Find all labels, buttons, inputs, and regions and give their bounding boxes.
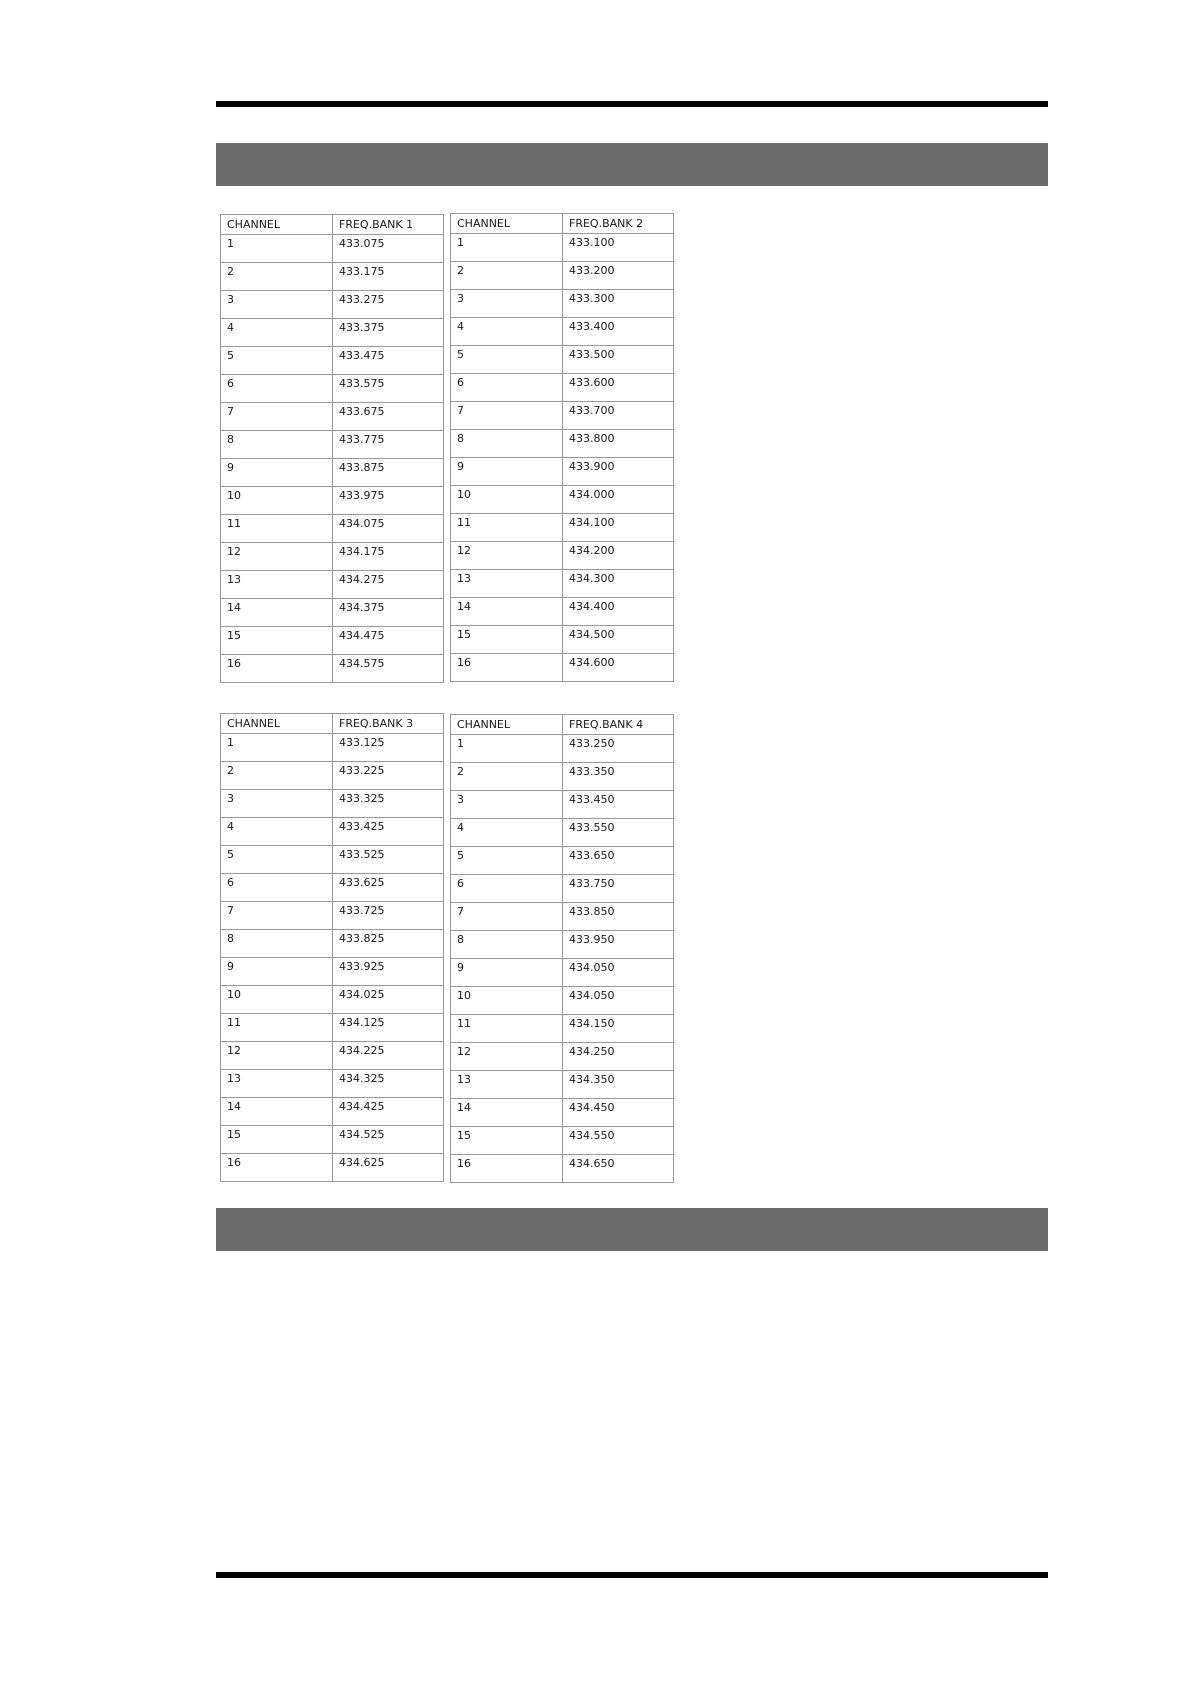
frequency-cell: 434.500 <box>563 626 674 654</box>
channel-cell: 14 <box>451 1099 563 1127</box>
freq-bank-header: FREQ.BANK 2 <box>563 214 674 234</box>
table-row <box>451 1071 674 1099</box>
channel-cell: 5 <box>451 346 563 374</box>
frequency-cell: 433.275 <box>333 291 444 319</box>
channel-cell: 8 <box>451 430 563 458</box>
channel-cell: 3 <box>221 790 333 818</box>
table-row <box>451 763 674 791</box>
freq-bank-3-table <box>220 713 444 1182</box>
channel-cell: 5 <box>221 846 333 874</box>
channel-cell: 12 <box>451 1043 563 1071</box>
table-row <box>451 486 674 514</box>
table-row <box>221 874 444 902</box>
table-row <box>451 290 674 318</box>
channel-cell: 9 <box>221 958 333 986</box>
frequency-cell: 433.825 <box>333 930 444 958</box>
table-row <box>451 458 674 486</box>
table-row <box>451 542 674 570</box>
frequency-cell: 434.000 <box>563 486 674 514</box>
table-row <box>451 819 674 847</box>
channel-cell: 8 <box>451 931 563 959</box>
channel-cell: 10 <box>221 986 333 1014</box>
frequency-cell: 433.475 <box>333 347 444 375</box>
frequency-cell: 434.525 <box>333 1126 444 1154</box>
frequency-cell: 434.125 <box>333 1014 444 1042</box>
table-row <box>221 487 444 515</box>
channel-cell: 2 <box>451 262 563 290</box>
table-row <box>451 791 674 819</box>
table-header-row <box>221 714 444 734</box>
table-row <box>221 263 444 291</box>
frequency-cell: 433.925 <box>333 958 444 986</box>
channel-cell: 9 <box>451 458 563 486</box>
frequency-cell: 433.625 <box>333 874 444 902</box>
channel-cell: 7 <box>221 403 333 431</box>
channel-cell: 1 <box>221 235 333 263</box>
table-row <box>221 902 444 930</box>
channel-cell: 12 <box>451 542 563 570</box>
channel-cell: 3 <box>451 290 563 318</box>
table-row <box>451 626 674 654</box>
frequency-cell: 433.800 <box>563 430 674 458</box>
channel-header: CHANNEL <box>221 714 333 734</box>
frequency-cell: 434.550 <box>563 1127 674 1155</box>
channel-cell: 1 <box>221 734 333 762</box>
channel-cell: 11 <box>221 1014 333 1042</box>
frequency-cell: 434.475 <box>333 627 444 655</box>
frequency-cell: 433.575 <box>333 375 444 403</box>
freq-bank-header: FREQ.BANK 3 <box>333 714 444 734</box>
table-row <box>451 1155 674 1183</box>
channel-cell: 2 <box>221 263 333 291</box>
channel-header: CHANNEL <box>451 715 563 735</box>
table-row <box>221 403 444 431</box>
channel-cell: 15 <box>221 1126 333 1154</box>
freq-bank-header: FREQ.BANK 4 <box>563 715 674 735</box>
channel-cell: 16 <box>451 1155 563 1183</box>
frequency-cell: 434.450 <box>563 1099 674 1127</box>
channel-cell: 13 <box>221 571 333 599</box>
frequency-cell: 433.500 <box>563 346 674 374</box>
table-header-row <box>451 715 674 735</box>
table-row <box>221 1126 444 1154</box>
frequency-cell: 433.300 <box>563 290 674 318</box>
channel-cell: 7 <box>221 902 333 930</box>
channel-cell: 12 <box>221 543 333 571</box>
table-row <box>451 1015 674 1043</box>
table-row <box>221 319 444 347</box>
frequency-cell: 434.375 <box>333 599 444 627</box>
frequency-cell: 433.725 <box>333 902 444 930</box>
freq-bank-2-table <box>450 213 674 682</box>
frequency-cell: 434.300 <box>563 570 674 598</box>
freq-bank-4-table <box>450 714 674 1183</box>
table-row <box>221 1042 444 1070</box>
table-row <box>451 847 674 875</box>
frequency-cell: 433.700 <box>563 402 674 430</box>
frequency-cell: 434.225 <box>333 1042 444 1070</box>
table-row <box>451 570 674 598</box>
frequency-cell: 434.350 <box>563 1071 674 1099</box>
frequency-cell: 434.075 <box>333 515 444 543</box>
channel-cell: 14 <box>221 599 333 627</box>
channel-cell: 4 <box>451 318 563 346</box>
channel-cell: 16 <box>451 654 563 682</box>
table-row <box>451 430 674 458</box>
table-row <box>221 291 444 319</box>
table-row <box>451 903 674 931</box>
channel-cell: 3 <box>221 291 333 319</box>
frequency-cell: 433.600 <box>563 374 674 402</box>
channel-cell: 11 <box>221 515 333 543</box>
table-row <box>221 790 444 818</box>
frequency-cell: 433.325 <box>333 790 444 818</box>
channel-cell: 15 <box>221 627 333 655</box>
channel-cell: 13 <box>451 570 563 598</box>
table-row <box>221 627 444 655</box>
channel-cell: 4 <box>221 319 333 347</box>
frequency-cell: 433.950 <box>563 931 674 959</box>
section-header-bar <box>216 143 1048 186</box>
channel-cell: 1 <box>451 234 563 262</box>
channel-cell: 4 <box>451 819 563 847</box>
table-row <box>221 459 444 487</box>
frequency-cell: 433.550 <box>563 819 674 847</box>
frequency-cell: 434.175 <box>333 543 444 571</box>
frequency-cell: 433.075 <box>333 235 444 263</box>
frequency-cell: 433.125 <box>333 734 444 762</box>
channel-cell: 11 <box>451 514 563 542</box>
table-row <box>221 958 444 986</box>
channel-cell: 11 <box>451 1015 563 1043</box>
table-row <box>451 1127 674 1155</box>
channel-cell: 7 <box>451 903 563 931</box>
frequency-cell: 434.575 <box>333 655 444 683</box>
frequency-cell: 433.200 <box>563 262 674 290</box>
table-row <box>451 262 674 290</box>
frequency-cell: 434.625 <box>333 1154 444 1182</box>
table-row <box>221 543 444 571</box>
channel-cell: 15 <box>451 1127 563 1155</box>
frequency-cell: 434.650 <box>563 1155 674 1183</box>
channel-cell: 8 <box>221 431 333 459</box>
freq-bank-header: FREQ.BANK 1 <box>333 215 444 235</box>
channel-header: CHANNEL <box>221 215 333 235</box>
channel-cell: 2 <box>451 763 563 791</box>
channel-cell: 6 <box>221 375 333 403</box>
table-row <box>221 655 444 683</box>
table-row <box>451 318 674 346</box>
channel-cell: 6 <box>451 875 563 903</box>
channel-cell: 6 <box>451 374 563 402</box>
table-row <box>221 762 444 790</box>
channel-cell: 14 <box>221 1098 333 1126</box>
frequency-cell: 434.025 <box>333 986 444 1014</box>
frequency-cell: 434.425 <box>333 1098 444 1126</box>
channel-cell: 1 <box>451 735 563 763</box>
table-row <box>451 931 674 959</box>
frequency-cell: 434.600 <box>563 654 674 682</box>
frequency-cell: 433.750 <box>563 875 674 903</box>
channel-cell: 5 <box>221 347 333 375</box>
frequency-cell: 434.150 <box>563 1015 674 1043</box>
table-row <box>221 235 444 263</box>
frequency-cell: 433.375 <box>333 319 444 347</box>
frequency-cell: 433.400 <box>563 318 674 346</box>
table-row <box>451 1099 674 1127</box>
table-row <box>221 1154 444 1182</box>
frequency-cell: 433.875 <box>333 459 444 487</box>
table-row <box>221 986 444 1014</box>
channel-cell: 6 <box>221 874 333 902</box>
table-row <box>451 875 674 903</box>
frequency-cell: 434.250 <box>563 1043 674 1071</box>
table-row <box>451 346 674 374</box>
frequency-cell: 433.525 <box>333 846 444 874</box>
table-row <box>451 1043 674 1071</box>
frequency-cell: 434.050 <box>563 987 674 1015</box>
table-row <box>221 571 444 599</box>
bottom-rule <box>216 1572 1048 1578</box>
frequency-cell: 433.425 <box>333 818 444 846</box>
table-row <box>451 987 674 1015</box>
table-row <box>221 347 444 375</box>
frequency-cell: 433.350 <box>563 763 674 791</box>
channel-header: CHANNEL <box>451 214 563 234</box>
frequency-cell: 434.325 <box>333 1070 444 1098</box>
channel-cell: 15 <box>451 626 563 654</box>
channel-cell: 9 <box>221 459 333 487</box>
table-row <box>451 234 674 262</box>
table-row <box>221 1070 444 1098</box>
table-row <box>221 515 444 543</box>
channel-cell: 16 <box>221 655 333 683</box>
top-rule <box>216 101 1048 107</box>
channel-cell: 7 <box>451 402 563 430</box>
channel-cell: 9 <box>451 959 563 987</box>
table-row <box>451 654 674 682</box>
table-row <box>451 514 674 542</box>
frequency-cell: 433.100 <box>563 234 674 262</box>
table-row <box>221 846 444 874</box>
channel-cell: 14 <box>451 598 563 626</box>
table-row <box>451 735 674 763</box>
frequency-cell: 434.200 <box>563 542 674 570</box>
channel-cell: 10 <box>221 487 333 515</box>
channel-cell: 3 <box>451 791 563 819</box>
freq-bank-1-table <box>220 214 444 683</box>
table-row <box>221 1098 444 1126</box>
frequency-cell: 434.275 <box>333 571 444 599</box>
frequency-cell: 433.450 <box>563 791 674 819</box>
channel-cell: 13 <box>451 1071 563 1099</box>
frequency-cell: 433.900 <box>563 458 674 486</box>
channel-cell: 8 <box>221 930 333 958</box>
frequency-cell: 434.400 <box>563 598 674 626</box>
frequency-cell: 433.225 <box>333 762 444 790</box>
frequency-cell: 433.175 <box>333 263 444 291</box>
table-row <box>221 431 444 459</box>
frequency-cell: 434.100 <box>563 514 674 542</box>
table-row <box>221 734 444 762</box>
channel-cell: 12 <box>221 1042 333 1070</box>
section-header-bar-2 <box>216 1208 1048 1251</box>
table-row <box>221 1014 444 1042</box>
channel-cell: 5 <box>451 847 563 875</box>
channel-cell: 10 <box>451 987 563 1015</box>
channel-cell: 4 <box>221 818 333 846</box>
table-header-row <box>221 215 444 235</box>
table-row <box>451 598 674 626</box>
frequency-cell: 433.850 <box>563 903 674 931</box>
frequency-cell: 433.975 <box>333 487 444 515</box>
frequency-cell: 433.650 <box>563 847 674 875</box>
table-row <box>451 402 674 430</box>
table-header-row <box>451 214 674 234</box>
channel-cell: 13 <box>221 1070 333 1098</box>
table-row <box>221 818 444 846</box>
table-row <box>451 374 674 402</box>
channel-cell: 16 <box>221 1154 333 1182</box>
table-row <box>221 599 444 627</box>
frequency-cell: 433.675 <box>333 403 444 431</box>
table-row <box>221 375 444 403</box>
frequency-cell: 433.775 <box>333 431 444 459</box>
channel-cell: 10 <box>451 486 563 514</box>
frequency-cell: 433.250 <box>563 735 674 763</box>
table-row <box>451 959 674 987</box>
channel-cell: 2 <box>221 762 333 790</box>
frequency-cell: 434.050 <box>563 959 674 987</box>
table-row <box>221 930 444 958</box>
